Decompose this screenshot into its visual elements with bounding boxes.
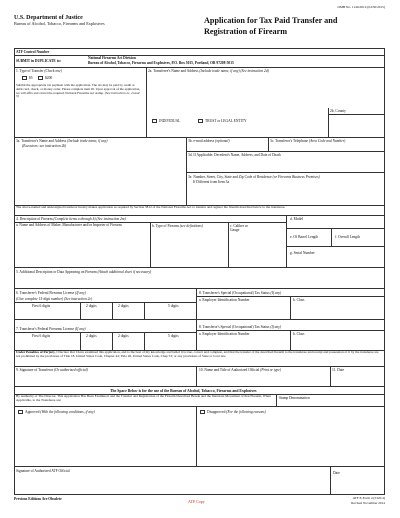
- type-of-transfer-label: 1. Type of Transfer (Check one): [16, 69, 62, 73]
- executors-note: (Executors: see instruction 2k): [22, 144, 67, 148]
- certification-text: The above-named and undersigned transferor hereby makes application as required by Section 5812 of the National Firearms Act to transfer and register the firearm described below to the transferee.: [16, 205, 286, 209]
- omb-number: OMB No. 1140-0014 (04/30/2015): [337, 5, 385, 9]
- atf-copy-label: ATF Copy: [188, 499, 205, 504]
- signature-date-label: 11. Date: [332, 368, 345, 372]
- atf-official-signature-label: Signature of Authorized ATF Official: [16, 469, 70, 473]
- transferee-name-label: 2a. Transferee's Name and Address (Include trade name, if any) (See instruction 2d): [148, 69, 269, 73]
- individual-checkbox[interactable]: [152, 119, 157, 123]
- agency-name: U.S. Department of Justice: [14, 15, 83, 21]
- transferor-ffl-col2: 2 digits: [86, 334, 97, 338]
- transferor-signature-label: 9. Signature of Transferor (Or authorized official): [16, 368, 88, 372]
- atf-authority-text: By Authority of The Director, This Application Has Been Examined, and the Transfer and Registration of the Firearm Described Herein and the Interstate Movement of that Firearm, When Applicable, to the Transferee are:: [16, 394, 271, 402]
- type-firearm-label: b. Type of Firearm (see definitions): [152, 224, 203, 228]
- barrel-length-label: e. Of Barrel Length: [290, 235, 319, 239]
- atf-use-heading: The Space Below is for the use of the Bureau of Alcohol, Tobacco, Firearms and Explosives: [110, 389, 257, 393]
- submit-label: SUBMIT in DUPLICATE to:: [16, 59, 61, 63]
- trust-label: TRUST or LEGAL ENTITY: [205, 119, 247, 123]
- transferee-ffl-col4: 5 digits: [168, 304, 179, 308]
- model-label: d. Model: [290, 217, 303, 221]
- nfa-division: National Firearms Act Division: [88, 56, 136, 60]
- obsolete-notice: Previous Editions Are Obsolete: [14, 497, 62, 501]
- revision-date: Revised November 2014: [351, 501, 385, 505]
- atf-date-label: Date: [333, 471, 340, 475]
- atf-control-label: ATF Control Number: [16, 50, 50, 54]
- transferor-name-label: 3a. Transferor's Name and Address (Include trade name, if any): [16, 139, 108, 143]
- transferee-class-label: b. Class: [293, 298, 305, 302]
- transferor-class-label: b. Class: [293, 332, 305, 336]
- disapproved-label: Disapproved (For the following reasons): [207, 410, 266, 414]
- ffl-digits-note: (Give complete 15-digit number) (See instruction 2c): [16, 297, 93, 301]
- description-label: 4. Description of Firearm (Complete items a through h) (See instruction 2m): [16, 217, 126, 221]
- transferor-ffl-label: 7. Transferor's Federal Firearms License (If any): [16, 327, 86, 331]
- trust-checkbox[interactable]: [198, 119, 203, 123]
- transfer-5-checkbox[interactable]: [22, 76, 27, 80]
- transferor-ein-label: a. Employer Identification Number: [199, 332, 250, 336]
- official-name-label: 10. Name and Title of Authorized Official (Print or type): [199, 368, 281, 372]
- stamp-denomination-label: Stamp Denomination: [279, 396, 310, 400]
- county-label: 2b. County: [330, 109, 346, 113]
- transferee-sot-label: 8. Transferee's Special (Occupational) Tax Status (If any): [199, 291, 282, 295]
- decedent-label: 3d. If Applicable: Decedent's Name, Address, and Date of Death: [188, 153, 281, 157]
- maker-label: a. Name and Address of Maker, Manufacturer and/or Importer of Firearm: [16, 223, 122, 227]
- transferee-ein-label: a. Employer Identification Number: [199, 298, 250, 302]
- form-title-line1: Application for Tax Paid Transfer and: [204, 16, 338, 25]
- caliber-label: c. Caliber or Gauge: [230, 224, 248, 233]
- transfer-200-checkbox[interactable]: [38, 76, 43, 80]
- form-title-line2: Registration of Firearm: [204, 27, 288, 36]
- transferor-ffl-col4: 5 digits: [168, 334, 179, 338]
- transferor-ffl-col1: First 6 digits: [32, 334, 51, 338]
- transferee-ffl-label: 6. Transferee's Federal Firearms License (If any): [16, 291, 86, 295]
- transferor-sot-label: 8. Transferor's Special (Occupational) Tax Status (If any): [199, 325, 281, 329]
- approved-label: Approved (With the following conditions, if any): [25, 410, 95, 414]
- residence-label: 3e. Number, Street, City, State and Zip Code of Residence (or Firearms Business Premises): [188, 175, 320, 179]
- additional-description-label: 5. Additional Description or Data Appearing on Firearm (Attach additional sheet if necessary): [16, 270, 152, 274]
- approved-checkbox[interactable]: [18, 410, 23, 414]
- email-label: 3b. e-mail address (optional): [188, 139, 230, 143]
- transfer-200-label: $200: [45, 76, 53, 80]
- telephone-label: 3c. Transferor's Telephone (Area Code and Number): [270, 139, 346, 143]
- transferee-ffl-col2: 2 digits: [86, 304, 97, 308]
- overall-length-label: f. Overall Length: [335, 235, 360, 239]
- transferee-ffl-col3: 2 digits: [118, 304, 129, 308]
- bureau-name: Bureau of Alcohol, Tobacco, Firearms and Explosives: [14, 21, 105, 26]
- transferor-ffl-col3: 2 digits: [118, 334, 129, 338]
- transfer-instructions: Submit the appropriate tax payment with the application. The tax may be paid by credit or debit card, check, or money order. Please complete item 20. Upon approval of the application, we will affix and cancel the required National Firearms Act stamp. (See instruction 2c, 2i and 3): [16, 83, 141, 99]
- individual-label: INDIVIDUAL: [159, 119, 181, 123]
- perjury-statement: Under Penalties of Perjury, I Declare that I have examined this application, and to the best of my knowledge and belief it is true, correct and complete, and that the transfer of the described firearm to the transferee and receipt and possession of it by the transferee are not prohibited by the provisions of Title 18, United States Code, Chapter 44; Title 26, United States Code, Chap 53; or any provisions of State or local law.: [16, 350, 379, 358]
- serial-number-label: g. Serial Number: [290, 251, 315, 255]
- submit-address: Bureau of Alcohol, Tobacco, Firearms and Explosives, P.O. Box 5015, Portland, OR 97208-5015: [88, 61, 234, 65]
- residence-line2: If Different from Item 3a: [193, 180, 230, 184]
- form-number: ATF E-Form 4 (5320.4): [352, 496, 385, 500]
- transfer-5-label: $5: [29, 76, 33, 80]
- transferee-ffl-col1: First 6 digits: [32, 304, 51, 308]
- disapproved-checkbox[interactable]: [200, 410, 205, 414]
